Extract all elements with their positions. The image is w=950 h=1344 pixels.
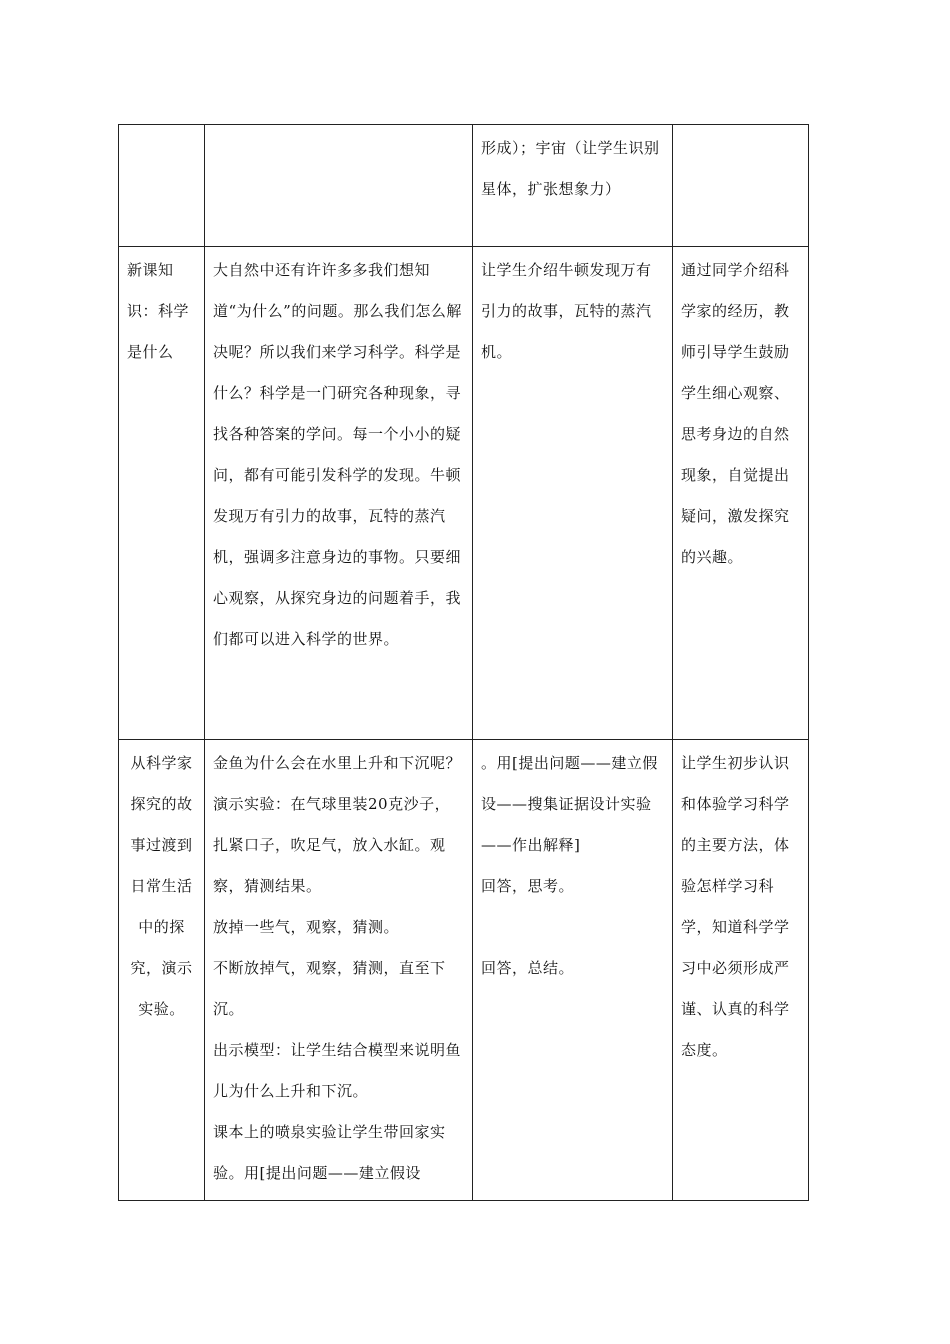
paragraph: 课本上的喷泉实验让学生带回家实验。用[提出问题——建立假设 bbox=[213, 1123, 446, 1182]
paragraph: 回答，思考。 bbox=[481, 877, 575, 895]
paragraph: 出示模型：让学生结合模型来说明鱼儿为什么上升和下沉。 bbox=[213, 1041, 462, 1100]
paragraph: 回答，总结。 bbox=[481, 959, 575, 977]
cell-student-activity bbox=[473, 740, 673, 1201]
cell-stage bbox=[119, 125, 205, 247]
paragraph: 金鱼为什么会在水里上升和下沉呢？ bbox=[213, 754, 462, 772]
table-row bbox=[119, 247, 809, 740]
cell-design-intent bbox=[673, 125, 809, 247]
cell-teacher-activity: 大自然中还有许许多多我们想知道“为什么”的问题。那么我们怎么解决呢？所以我们来学习科学。科学是什么？科学是一门研究各种现象，寻找各种答案的学问。每一个小小的疑问，都有可能引发科学的发现。牛顿发现万有引力的故事，瓦特的蒸汽机，强调多注意身边的事物。只要细心观察，从探究身边的问题着手，我们都可以进入科学的世界。 bbox=[205, 247, 473, 740]
cell-design-intent: 通过同学介绍科学家的经历，教师引导学生鼓励学生细心观察、思考身边的自然现象，自觉提出疑问，激发探究的兴趣。 bbox=[673, 247, 809, 740]
paragraph: 演示实验：在气球里装20克沙子，扎紧口子，吹足气，放入水缸。观察，猜测结果。 bbox=[213, 795, 451, 895]
cell-stage: 从科学家探究的故事过渡到日常生活中的探究，演示实验。 bbox=[119, 740, 205, 1201]
paragraph: 。用[提出问题——建立假设——搜集证据设计实验——作出解释] bbox=[481, 754, 658, 854]
cell-student-activity: 让学生介绍牛顿发现万有引力的故事，瓦特的蒸汽机。 bbox=[473, 247, 673, 740]
cell-teacher-activity bbox=[205, 125, 473, 247]
cell-student-activity: 形成）；宇宙（让学生识别星体，扩张想象力） bbox=[473, 125, 673, 247]
blank-line bbox=[481, 907, 664, 948]
cell-design-intent: 让学生初步认识和体验学习科学的主要方法，体验怎样学习科学，知道科学学习中必须形成严谨、认真的科学态度。 bbox=[673, 740, 809, 1201]
table-row bbox=[119, 125, 809, 247]
lesson-plan-table bbox=[118, 124, 809, 1201]
cell-teacher-activity bbox=[205, 740, 473, 1201]
paragraph: 放掉一些气，观察，猜测。 bbox=[213, 918, 400, 936]
paragraph: 不断放掉气，观察，猜测，直至下沉。 bbox=[213, 959, 446, 1018]
cell-stage: 新课知识：科学是什么 bbox=[119, 247, 205, 740]
table-row bbox=[119, 740, 809, 1201]
